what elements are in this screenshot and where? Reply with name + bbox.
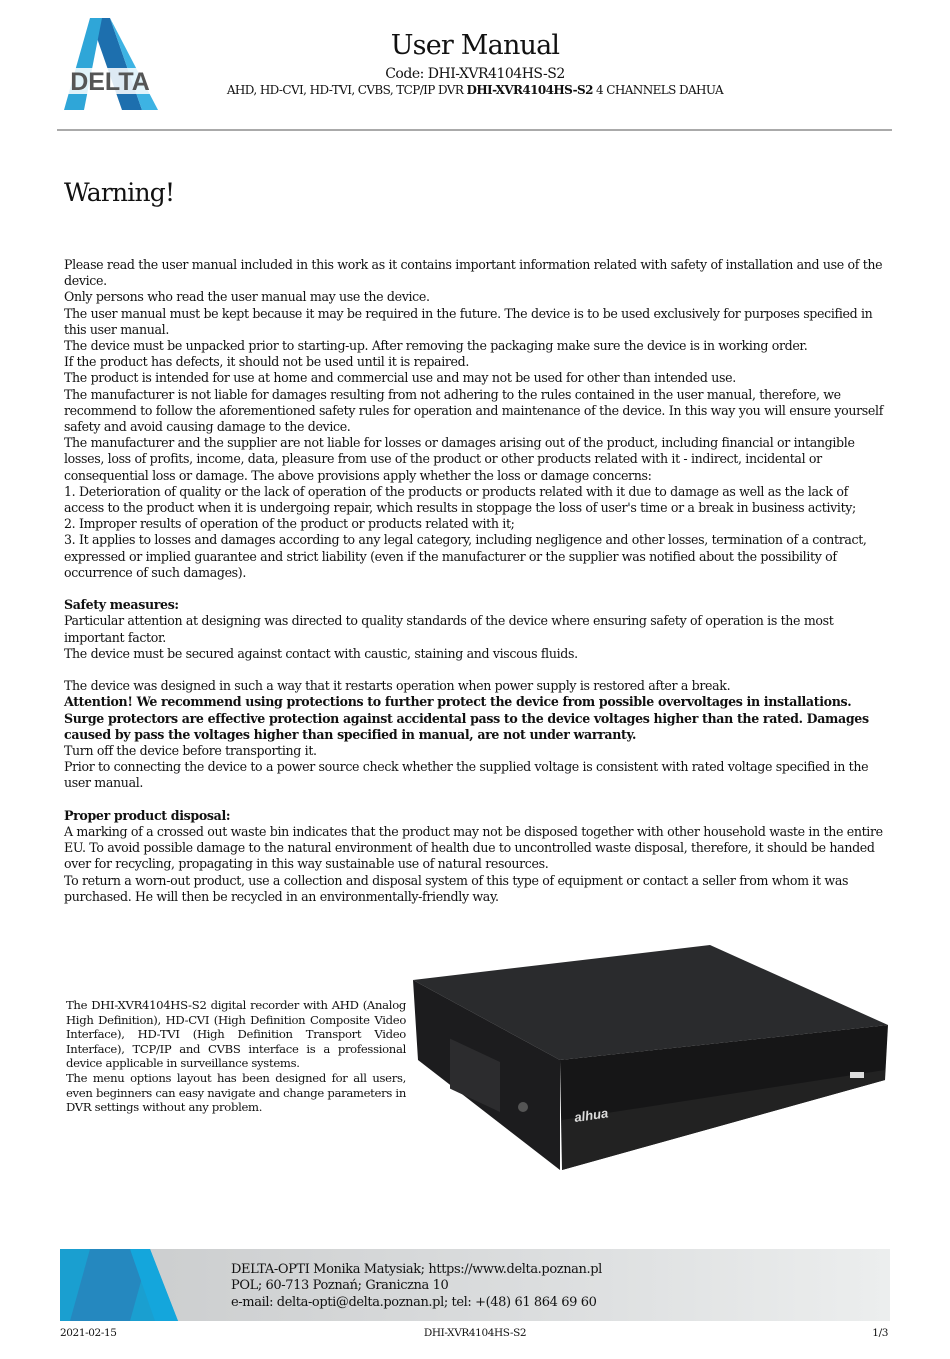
paragraph: Turn off the device before transporting it. (64, 743, 317, 759)
subtitle-model: DHI-XVR4104HS-S2 (466, 83, 593, 97)
paragraph: A marking of a crossed out waste bin indicates that the product may not be disposed together with other household waste in the entire EU. To avoid possible damage to the natural environment of health due to uncontrolled waste disposal, therefore, it should be handed over for recycling, propagating in this way sustainable use of natural resources. (64, 824, 883, 872)
paragraph: To return a worn-out product, use a collection and disposal system of this type of equipment or contact a seller from whom it was purchased. He will then be recycled in an environmentally-friendly way. (64, 872, 849, 904)
safety-heading: Safety measures: (64, 597, 179, 613)
page-title: User Manual (390, 30, 560, 61)
paragraph: The manufacturer is not liable for damages resulting from not adhering to the rules contained in the user manual, therefore, we recommend to follow the aforementioned safety rules for operation and maintenance of the device. In this way you will ensure yourself safety and avoid causing damage to the device. (64, 386, 884, 435)
dahua-brand: alhua (573, 1105, 610, 1125)
subtitle-text-end: 4 CHANNELS DAHUA (592, 83, 724, 97)
warning-heading: Warning! (64, 178, 175, 207)
paragraph: 2. Improper results of operation of the product or products related with it; (64, 516, 515, 532)
header-divider (57, 129, 892, 131)
paragraph: The product is intended for use at home and commercial use and may not be used for other than intended use. (64, 370, 736, 386)
footer-logo-graphic (60, 1249, 180, 1321)
address-line: POL; 60-713 Poznań; Graniczna 10 (231, 1278, 449, 1294)
dvr-product-image (410, 940, 890, 1175)
page-number: 1/3 (872, 1327, 888, 1339)
paragraph: The menu options layout has been designed for all users, even beginners can easy navigate and change parameters in DVR settings without any problem. (66, 1070, 406, 1115)
paragraph: 1. Deterioration of quality or the lack of operation of the products or products related with it due to damage as well as the lack of access to the product when it is undergoing repair, which results in stoppage the loss of user's time or a break in business activity; (64, 483, 856, 516)
paragraph: The device must be secured against contact with caustic, staining and viscous fluids. (64, 645, 578, 661)
footer-model: DHI-XVR4104HS-S2 (423, 1327, 527, 1339)
paragraph: 3. It applies to losses and damages according to any legal category, including negligence and other losses, termination of a contract, expressed or implied guarantee and strict liability (even if the manufacturer or the supplier was notified about the possibility of occurrence of such damages). (64, 532, 867, 580)
paragraph: The DHI-XVR4104HS-S2 digital recorder with AHD (Analog High Definition), HD-CVI (High Definition Composite Video Interface), HD-TVI (High Definition Transport Video Interface), TCP/IP and CVBS interface is a professional device applicable in surveillance systems. (66, 998, 406, 1071)
paragraph: Please read the user manual included in this work as it contains important information related with safety of installation and use of the device. (64, 257, 883, 289)
paragraph: The device was designed in such a way that it restarts operation when power supply is restored after a break. (64, 678, 731, 694)
paragraph: The user manual must be kept because it may be required in the future. The device is to be used exclusively for purposes specified in this user manual. (64, 305, 873, 337)
disposal-heading: Proper product disposal: (64, 807, 231, 823)
subtitle-text: AHD, HD-CVI, HD-TVI, CVBS, TCP/IP DVR (226, 83, 467, 97)
paragraph: The device must be unpacked prior to starting-up. After removing the packaging make sure the device is in working order. (64, 338, 808, 354)
footer-date: 2021-02-15 (60, 1327, 117, 1339)
paragraph: Only persons who read the user manual may use the device. (64, 289, 430, 305)
paragraph: Prior to connecting the device to a power source check whether the supplied voltage is consistent with rated voltage specified in the user manual. (64, 759, 869, 791)
contact-line: e-mail: delta-opti@delta.poznan.pl; tel: +(48) 61 864 69 60 (231, 1294, 597, 1310)
product-subtitle (0, 83, 950, 97)
product-code: Code: DHI-XVR4104HS-S2 (385, 66, 565, 82)
company-line: DELTA-OPTI Monika Matysiak; https://www.delta.poznan.pl (231, 1262, 602, 1277)
paragraph: Particular attention at designing was directed to quality standards of the device where ensuring safety of operation is the most important factor. (64, 613, 834, 645)
paragraph: If the product has defects, it should not be used until it is repaired. (64, 354, 470, 370)
product-description (66, 998, 406, 1115)
attention-notice: Attention! We recommend using protections to further protect the device from possible overvoltages in installations. Surge protectors are effective protection against accidental pass to the device voltages higher than the rated. Damages caused by pass the voltages higher than specified in manual, are not under warranty. (64, 694, 869, 742)
footer-contact (231, 1262, 602, 1311)
paragraph: The manufacturer and the supplier are not liable for losses or damages arising out of the product, including financial or intangible losses, loss of profits, income, data, pleasure from use of the product or other products related with it - indirect, incidental or consequential loss or damage. The above provisions apply whether the loss or damage concerns: (64, 435, 855, 483)
warning-body (64, 257, 890, 905)
svg-text:DELTA: DELTA (70, 68, 150, 96)
